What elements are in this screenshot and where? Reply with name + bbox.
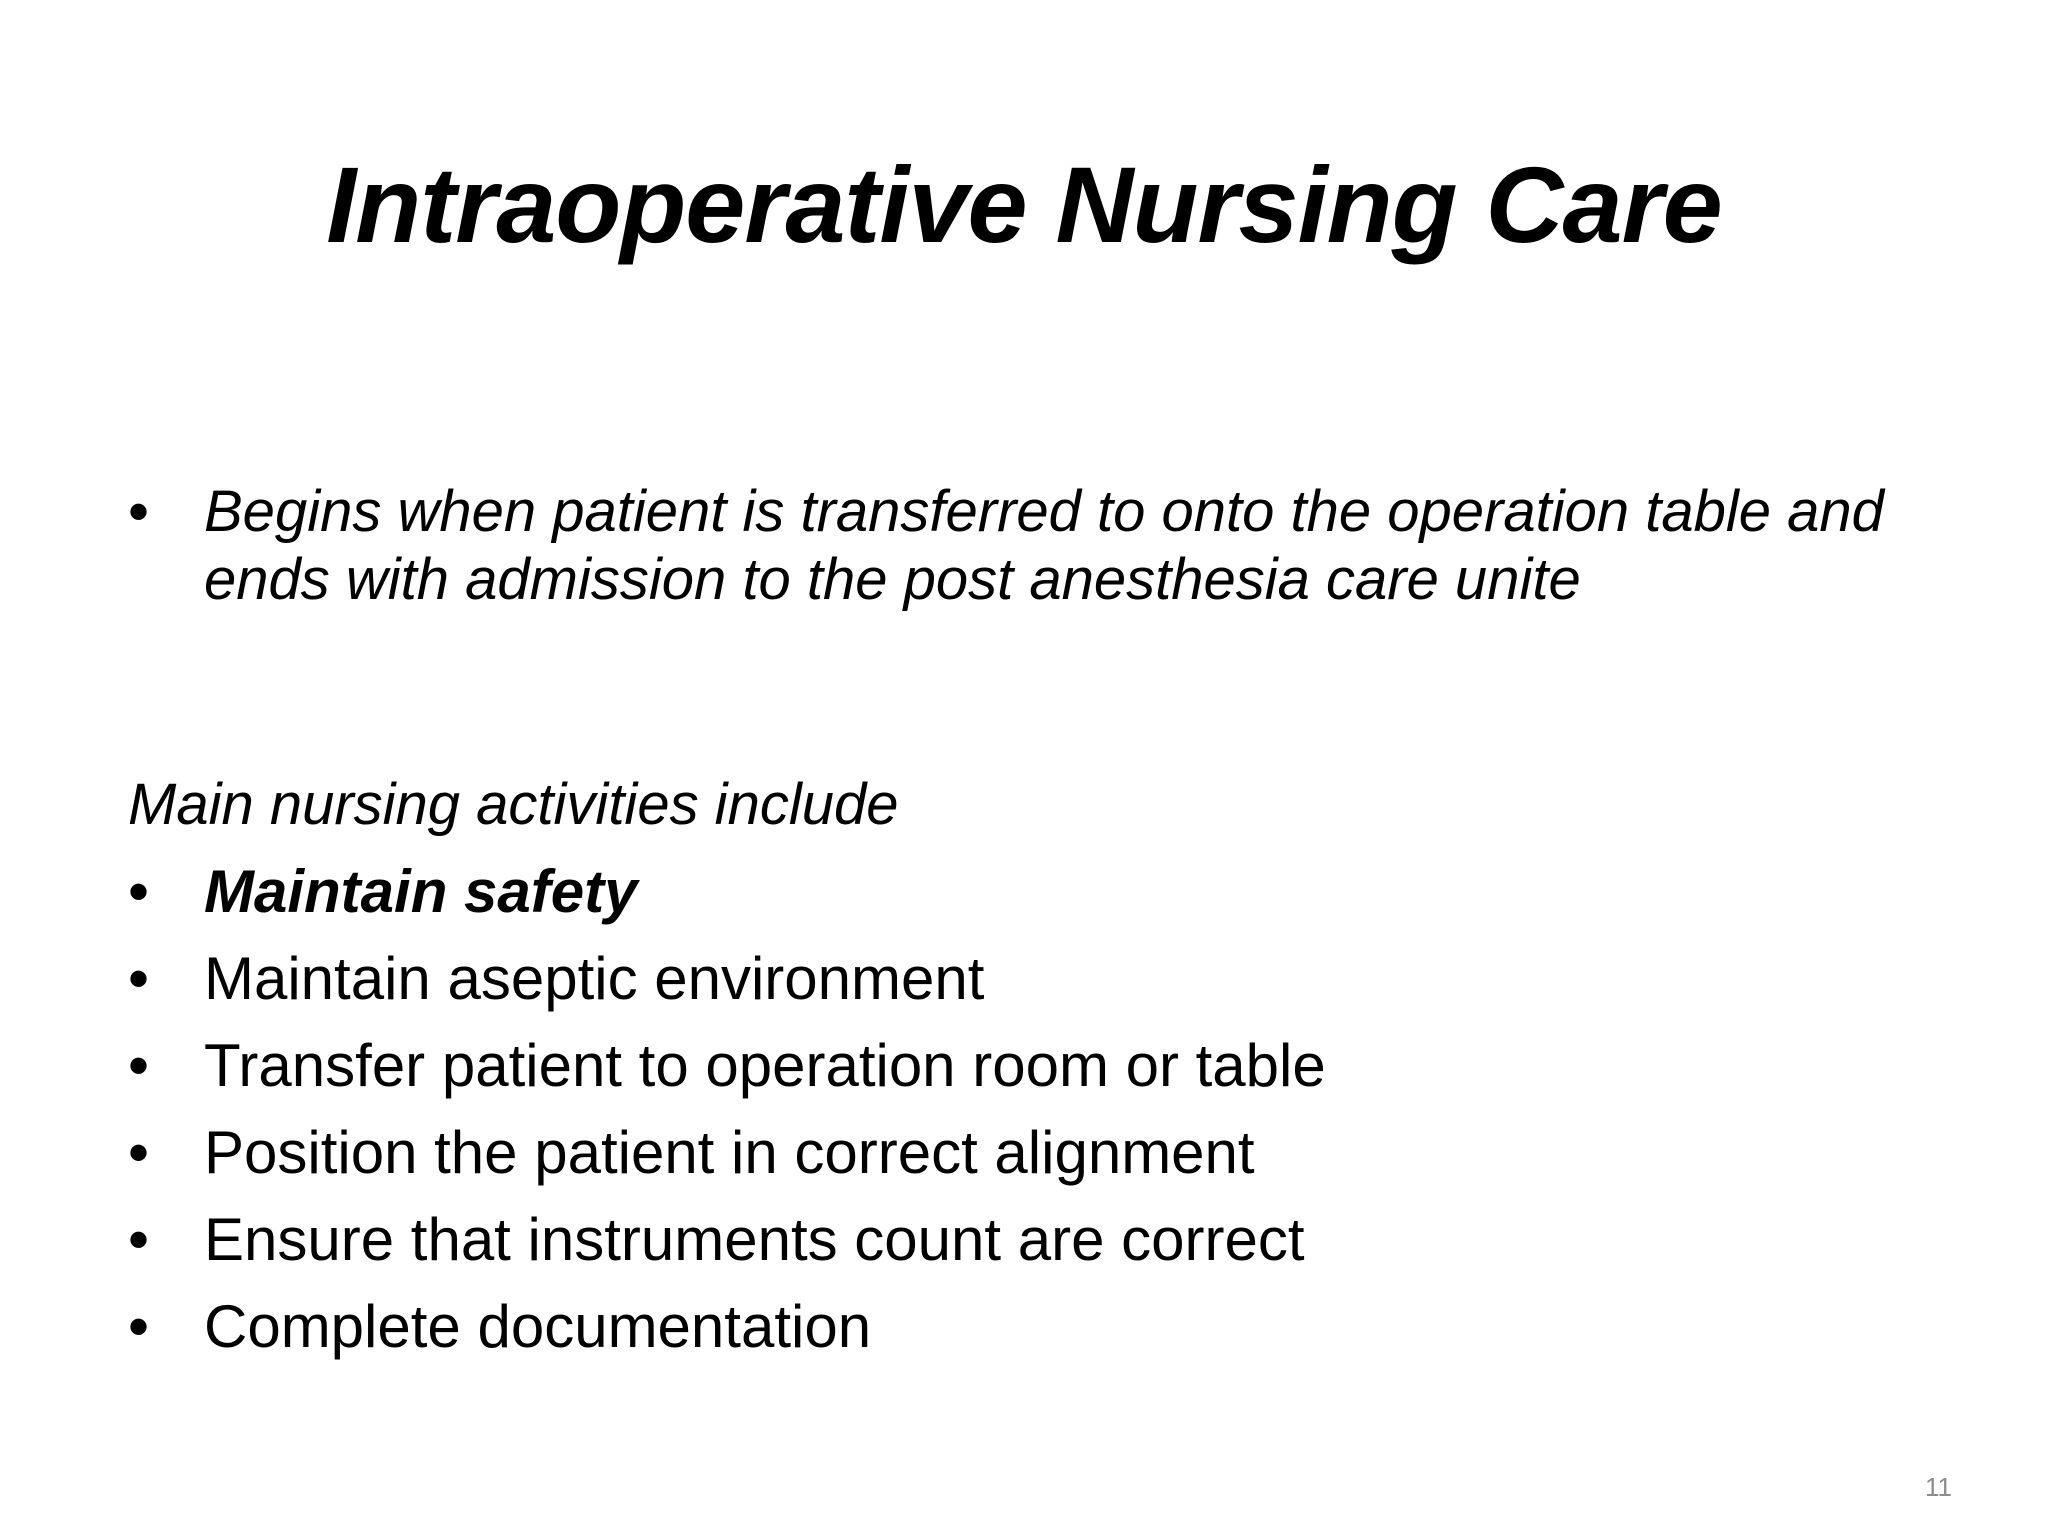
list-item-text: Maintain safety: [204, 858, 638, 925]
bullet-dot: •: [128, 1032, 150, 1099]
list-item: [128, 1204, 1928, 1291]
bullet-dot: •: [128, 945, 150, 1012]
activities-list: [128, 856, 1928, 1378]
list-item-text: Transfer patient to operation room or table: [204, 1032, 1326, 1099]
list-item: [128, 856, 1928, 943]
list-item-text: Maintain aseptic environment: [204, 945, 985, 1012]
bullet-dot: •: [128, 1206, 150, 1273]
list-item: [128, 1030, 1928, 1117]
list-item-text: Complete documentation: [204, 1293, 872, 1360]
slide-title: Intraoperative Nursing Care: [326, 144, 1722, 265]
list-item-text: Position the patient in correct alignment: [204, 1119, 1255, 1186]
bullet-dot: •: [128, 478, 150, 545]
page-number: 11: [1925, 1472, 1952, 1502]
intro-bullet-row: [128, 478, 1928, 614]
intro-bullet: [128, 478, 1928, 614]
activities-lead-text: Main nursing activities include: [128, 772, 899, 837]
intro-bullet-text: Begins when patient is transferred to onto the operation table and ends with admission to the post anesthesia care unite: [204, 479, 1884, 612]
list-item: [128, 1117, 1928, 1204]
bullet-dot: •: [128, 1119, 150, 1186]
list-item: [128, 943, 1928, 1030]
list-item-text: Ensure that instruments count are correct: [204, 1206, 1305, 1273]
bullet-dot: •: [128, 858, 150, 925]
bullet-dot: •: [128, 1293, 150, 1360]
list-item: [128, 1291, 1928, 1378]
